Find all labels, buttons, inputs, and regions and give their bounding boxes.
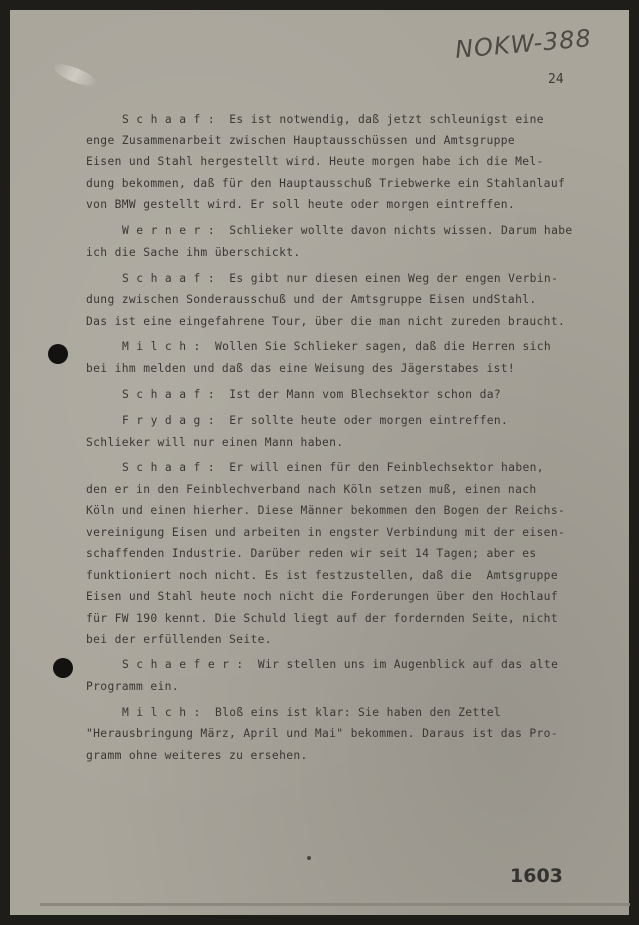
text-line: bei ihm melden und daß das eine Weisung des Jägerstabes ist!: [86, 362, 516, 375]
text-line: Eisen und Stahl heute noch nicht die Forderungen über den Hochlauf: [86, 590, 558, 603]
text-line: dung bekommen, daß für den Hauptausschuß Triebwerke ein Stahlanlauf: [86, 177, 566, 190]
text-line: gramm ohne weiteres zu ersehen.: [86, 749, 308, 762]
stamp-number: 1603: [510, 865, 563, 887]
text-line: W e r n e r : Schlieker wollte davon nichts wissen. Darum habe: [122, 224, 573, 237]
text-line: Eisen und Stahl hergestellt wird. Heute morgen habe ich die Mel-: [86, 155, 544, 168]
transcript-body: [10, 10, 629, 915]
text-line: Programm ein.: [86, 680, 179, 693]
text-line: schaffenden Industrie. Darüber reden wir seit 14 Tagen; aber es: [86, 547, 537, 560]
text-line: S c h a a f : Es gibt nur diesen einen Weg der engen Verbin-: [122, 272, 559, 285]
text-line: M i l c h : Wollen Sie Schlieker sagen, daß die Herren sich: [122, 340, 552, 353]
text-line: vereinigung Eisen und arbeiten in engster Verbindung mit der eisen-: [86, 526, 566, 539]
text-line: Das ist eine eingefahrene Tour, über die man nicht zureden braucht.: [86, 315, 566, 328]
text-line: Schlieker will nur einen Mann haben.: [86, 436, 344, 449]
document-page: [10, 10, 629, 915]
text-line: S c h a e f e r : Wir stellen uns im Augenblick auf das alte: [122, 658, 559, 671]
text-line: ich die Sache ihm überschickt.: [86, 246, 301, 259]
text-line: den er in den Feinblechverband nach Köln setzen muß, einen nach: [86, 483, 537, 496]
text-line: dung zwischen Sonderausschuß und der Amtsgruppe Eisen undStahl.: [86, 293, 537, 306]
document-reference: NOKW-388: [454, 24, 593, 64]
text-line: bei der erfüllenden Seite.: [86, 633, 272, 646]
text-line: von BMW gestellt wird. Er soll heute oder morgen eintreffen.: [86, 198, 516, 211]
page-number: 24: [548, 72, 564, 87]
text-line: S c h a a f : Es ist notwendig, daß jetzt schleunigst eine: [122, 113, 544, 126]
text-line: für FW 190 kennt. Die Schuld liegt auf der fordernden Seite, nicht: [86, 612, 558, 625]
page-edge-band: [40, 903, 630, 906]
text-line: S c h a a f : Er will einen für den Feinblechsektor haben,: [122, 461, 544, 474]
text-line: F r y d a g : Er sollte heute oder morgen eintreffen.: [122, 414, 509, 427]
text-line: funktioniert noch nicht. Es ist festzustellen, daß die Amtsgruppe: [86, 569, 558, 582]
text-line: M i l c h : Bloß eins ist klar: Sie haben den Zettel: [122, 706, 502, 719]
text-line: enge Zusammenarbeit zwischen Hauptausschüssen und Amtsgruppe: [86, 134, 516, 147]
text-line: "Herausbringung März, April und Mai" bekommen. Daraus ist das Pro-: [86, 727, 558, 740]
text-line: Köln und einen hierher. Diese Männer bekommen den Bogen der Reichs-: [86, 504, 566, 517]
text-line: S c h a a f : Ist der Mann vom Blechsektor schon da?: [122, 388, 502, 401]
ink-dot: [307, 856, 311, 860]
